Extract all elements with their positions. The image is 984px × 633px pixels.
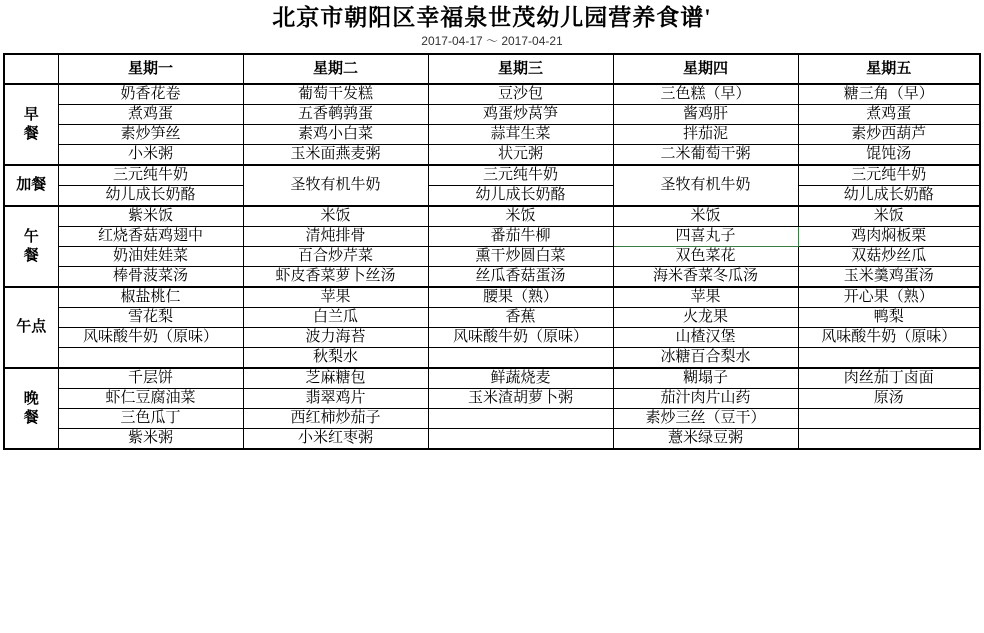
menu-cell: 二米葡萄干粥: [613, 145, 798, 166]
menu-cell: 薏米绿豆粥: [613, 429, 798, 450]
menu-cell: 椒盐桃仁: [58, 287, 243, 308]
menu-cell: 幼儿成长奶酪: [428, 186, 613, 207]
menu-cell: 米饭: [613, 206, 798, 227]
row-header-line: 餐: [23, 247, 39, 264]
menu-cell: 腰果（熟）: [428, 287, 613, 308]
table-row: [4, 227, 980, 247]
menu-cell: 紫米饭: [58, 206, 243, 227]
row-header-line: 加餐: [16, 177, 47, 193]
menu-cell: 玉米渣胡萝卜粥: [428, 389, 613, 409]
menu-cell: 茄汁肉片山药: [613, 389, 798, 409]
menu-cell-highlighted: 四喜丸子: [613, 227, 798, 247]
table-row: [4, 368, 980, 389]
table-row: [4, 206, 980, 227]
row-header-line: 早: [23, 106, 39, 123]
menu-cell: 鲜蔬烧麦: [428, 368, 613, 389]
menu-cell: 素鸡小白菜: [243, 125, 428, 145]
menu-cell: 双色菜花: [613, 247, 798, 267]
menu-cell: 三元纯牛奶: [428, 165, 613, 186]
menu-cell: 雪花梨: [58, 308, 243, 328]
menu-cell: 鸭梨: [798, 308, 980, 328]
menu-cell: 拌茄泥: [613, 125, 798, 145]
table-row: [4, 308, 980, 328]
menu-cell: 三元纯牛奶: [798, 165, 980, 186]
menu-cell: 三色瓜丁: [58, 409, 243, 429]
column-header-friday: 星期五: [798, 54, 980, 84]
menu-cell: 秋梨水: [243, 348, 428, 369]
menu-cell: 蒜茸生菜: [428, 125, 613, 145]
menu-cell: 米饭: [428, 206, 613, 227]
menu-cell: 素炒西葫芦: [798, 125, 980, 145]
menu-cell: 煮鸡蛋: [798, 105, 980, 125]
menu-cell: [428, 409, 613, 429]
menu-cell: 幼儿成长奶酪: [58, 186, 243, 207]
row-header-line: 午: [23, 228, 39, 245]
menu-cell: 熏干炒圆白菜: [428, 247, 613, 267]
menu-cell: 千层饼: [58, 368, 243, 389]
row-header-line: 餐: [23, 125, 39, 142]
menu-cell: [798, 348, 980, 369]
menu-cell: 苹果: [243, 287, 428, 308]
table-row: [4, 165, 980, 186]
menu-cell: 风味酸牛奶（原味）: [798, 328, 980, 348]
menu-cell: 鸡蛋炒莴笋: [428, 105, 613, 125]
menu-cell: 百合炒芹菜: [243, 247, 428, 267]
column-header-thursday: 星期四: [613, 54, 798, 84]
menu-cell: 苹果: [613, 287, 798, 308]
menu-cell: 鸡肉焖板栗: [798, 227, 980, 247]
menu-cell: 紫米粥: [58, 429, 243, 450]
menu-cell: 海米香菜冬瓜汤: [613, 267, 798, 288]
menu-cell: 素炒三丝（豆干）: [613, 409, 798, 429]
table-row: [4, 145, 980, 166]
menu-cell: 肉丝茄丁卤面: [798, 368, 980, 389]
table-row: [4, 186, 980, 207]
menu-cell: 煮鸡蛋: [58, 105, 243, 125]
menu-cell: 虾皮香菜萝卜丝汤: [243, 267, 428, 288]
row-header-4: [4, 368, 58, 449]
menu-cell: 开心果（熟）: [798, 287, 980, 308]
table-header-row: [4, 54, 980, 84]
menu-cell: 葡萄干发糕: [243, 84, 428, 105]
menu-cell: 玉米面燕麦粥: [243, 145, 428, 166]
menu-cell: 玉米羹鸡蛋汤: [798, 267, 980, 288]
menu-cell: 火龙果: [613, 308, 798, 328]
menu-cell: 棒骨菠菜汤: [58, 267, 243, 288]
table-row: [4, 389, 980, 409]
menu-cell: 糊塌子: [613, 368, 798, 389]
row-header-line: 餐: [23, 409, 39, 426]
row-header-3: [4, 287, 58, 368]
row-header-0: [4, 84, 58, 165]
menu-cell: 番茄牛柳: [428, 227, 613, 247]
table-row: [4, 84, 980, 105]
table-row: [4, 409, 980, 429]
menu-cell: 馄饨汤: [798, 145, 980, 166]
table-row: [4, 429, 980, 450]
column-header-wednesday: 星期三: [428, 54, 613, 84]
date-range: 2017-04-17 ～ 2017-04-21: [421, 34, 563, 48]
menu-cell: 风味酸牛奶（原味）: [428, 328, 613, 348]
page-title: 北京市朝阳区幸福泉世茂幼儿园营养食谱': [272, 5, 712, 30]
table-row: [4, 348, 980, 369]
menu-cell: 波力海苔: [243, 328, 428, 348]
menu-cell: 虾仁豆腐油菜: [58, 389, 243, 409]
corner-cell: [4, 54, 58, 84]
row-header-2: [4, 206, 58, 287]
menu-cell: 原汤: [798, 389, 980, 409]
menu-cell: 三色糕（早）: [613, 84, 798, 105]
column-header-tuesday: 星期二: [243, 54, 428, 84]
menu-cell: 素炒笋丝: [58, 125, 243, 145]
menu-cell: 圣牧有机牛奶: [613, 165, 798, 206]
menu-cell: 酱鸡肝: [613, 105, 798, 125]
row-header-1: [4, 165, 58, 206]
menu-cell: 五香鹌鹑蛋: [243, 105, 428, 125]
menu-cell: 白兰瓜: [243, 308, 428, 328]
menu-cell: 豆沙包: [428, 84, 613, 105]
menu-cell: 清炖排骨: [243, 227, 428, 247]
menu-table: [3, 53, 981, 450]
menu-cell: 红烧香菇鸡翅中: [58, 227, 243, 247]
menu-cell: [428, 429, 613, 450]
menu-cell: 丝瓜香菇蛋汤: [428, 267, 613, 288]
menu-cell: [428, 348, 613, 369]
table-row: [4, 125, 980, 145]
table-row: [4, 287, 980, 308]
row-header-line: 午点: [16, 319, 47, 335]
menu-cell: 状元粥: [428, 145, 613, 166]
menu-cell: 翡翠鸡片: [243, 389, 428, 409]
menu-cell: 米饭: [243, 206, 428, 227]
menu-cell: 幼儿成长奶酪: [798, 186, 980, 207]
menu-cell: 香蕉: [428, 308, 613, 328]
menu-cell: [58, 348, 243, 369]
table-row: [4, 105, 980, 125]
menu-cell: 圣牧有机牛奶: [243, 165, 428, 206]
table-row: [4, 267, 980, 288]
menu-cell: 奶油娃娃菜: [58, 247, 243, 267]
menu-cell: 三元纯牛奶: [58, 165, 243, 186]
menu-cell: [798, 429, 980, 450]
table-row: [4, 247, 980, 267]
menu-cell: 风味酸牛奶（原味）: [58, 328, 243, 348]
row-header-line: 晚: [23, 390, 39, 407]
menu-cell: 奶香花卷: [58, 84, 243, 105]
menu-cell: 小米粥: [58, 145, 243, 166]
menu-cell: 双菇炒丝瓜: [798, 247, 980, 267]
menu-cell: 山楂汉堡: [613, 328, 798, 348]
menu-cell: [798, 409, 980, 429]
menu-cell: 米饭: [798, 206, 980, 227]
menu-cell: 芝麻糖包: [243, 368, 428, 389]
menu-cell: 冰糖百合梨水: [613, 348, 798, 369]
menu-cell: 小米红枣粥: [243, 429, 428, 450]
menu-cell: 糖三角（早）: [798, 84, 980, 105]
column-header-monday: 星期一: [58, 54, 243, 84]
table-row: [4, 328, 980, 348]
menu-cell: 西红柿炒茄子: [243, 409, 428, 429]
